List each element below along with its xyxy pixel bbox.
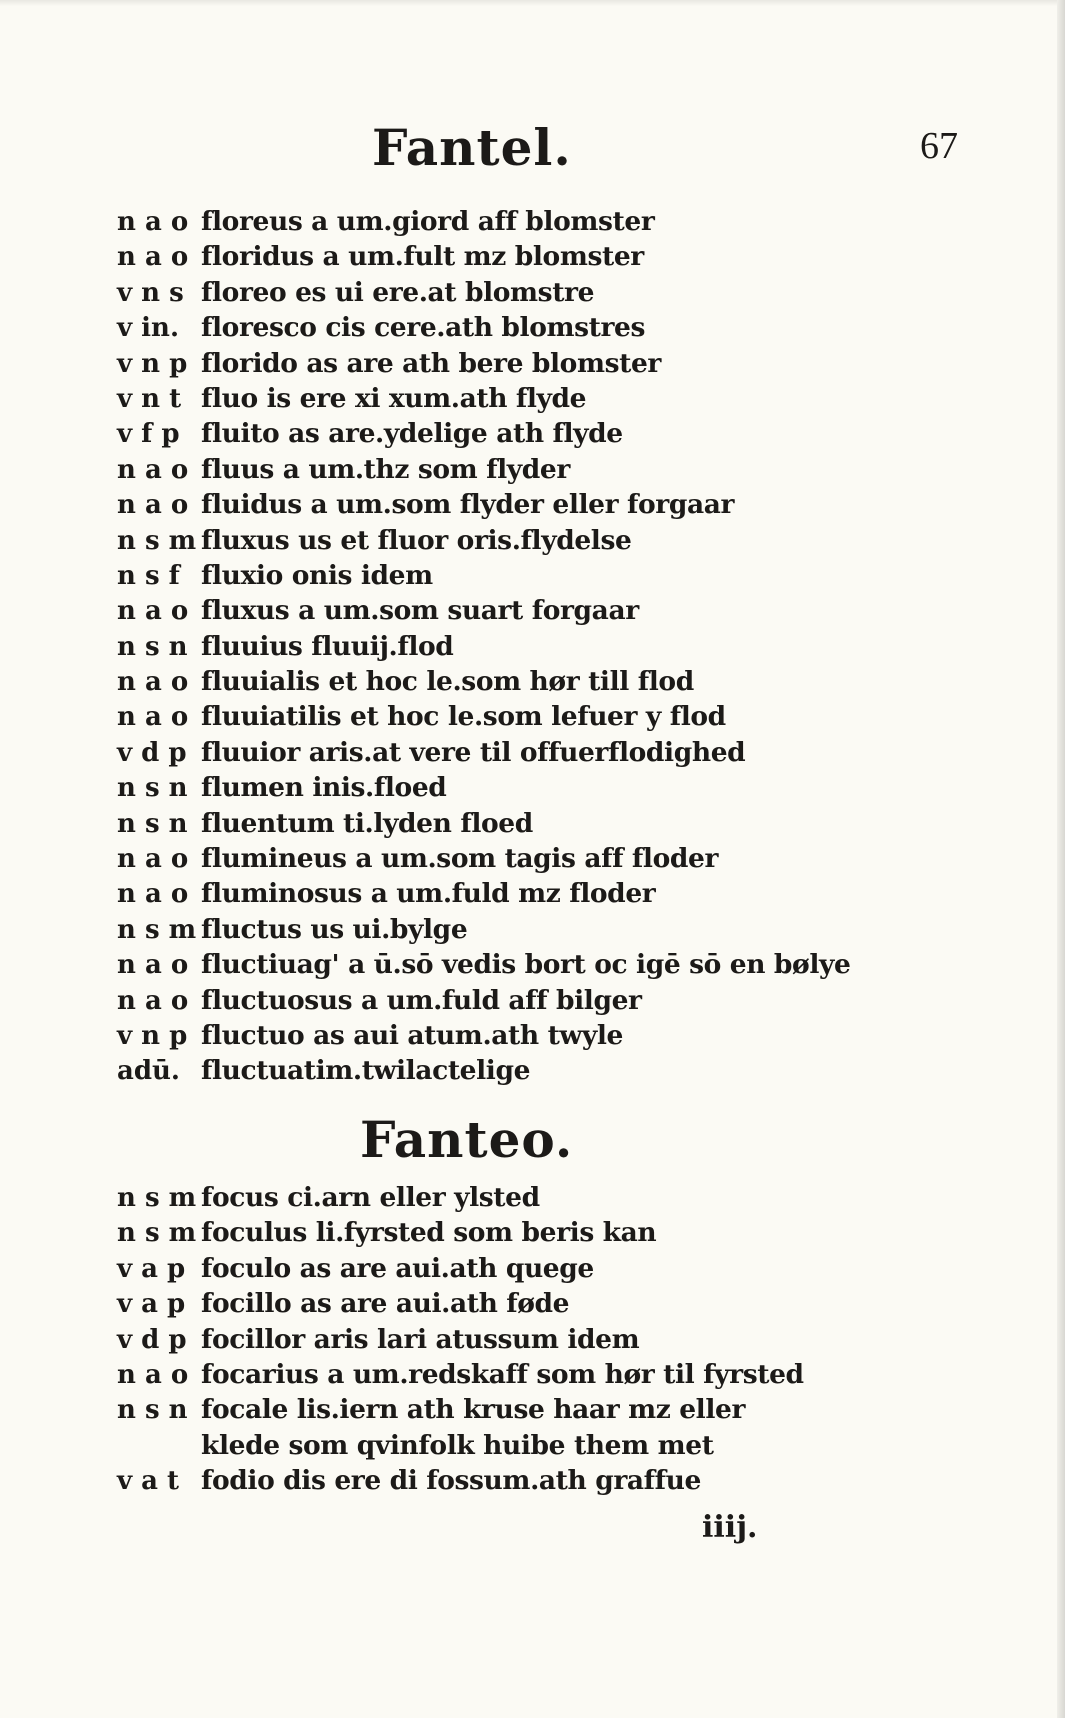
entry-text: klede som qvinfolk huibe them met xyxy=(201,1429,714,1461)
entry-text: fluentum ti.lyden floed xyxy=(201,807,533,839)
entry-row xyxy=(117,985,937,1020)
entry-row xyxy=(117,878,937,913)
grammar-tag: v n p xyxy=(117,1020,188,1051)
entry-row xyxy=(117,1182,937,1217)
entry-row xyxy=(117,737,937,772)
entry-text: foculo as are aui.ath quege xyxy=(201,1252,594,1284)
entry-row xyxy=(117,1465,937,1500)
entry-row xyxy=(117,489,937,524)
entry-text: fluuiatilis et hoc le.som lefuer y flod xyxy=(201,701,726,733)
entry-text: focus ci.arn eller ylsted xyxy=(201,1182,540,1213)
entry-row xyxy=(117,1288,937,1323)
entry-row xyxy=(117,1217,937,1252)
entry-text: focarius a um.redskaff som hør til fyrsted xyxy=(201,1358,804,1390)
grammar-tag: n a o xyxy=(117,454,189,485)
entry-row xyxy=(117,525,937,560)
entry-text: fluxus a um.som suart forgaar xyxy=(201,595,639,627)
entry-text: fluxio onis idem xyxy=(201,559,433,591)
entry-text: fluctus us ui.bylge xyxy=(201,913,468,945)
grammar-tag: n a o xyxy=(117,702,189,733)
entry-text: fluctuo as aui atum.ath twyle xyxy=(201,1019,623,1051)
entry-text: fodio dis ere di fossum.ath graffue xyxy=(201,1465,701,1497)
entry-text: fluctiuag' a ū.sō vedis bort oc igē sō en bølye xyxy=(201,949,851,981)
grammar-tag: v n p xyxy=(117,348,188,379)
entry-row xyxy=(117,1394,937,1429)
entry-row xyxy=(117,348,937,383)
grammar-tag: v f p xyxy=(117,419,180,450)
grammar-tag: n s m xyxy=(117,1218,197,1249)
entry-text: fluuialis et hoc le.som hør till flod xyxy=(201,666,694,698)
grammar-tag: n a o xyxy=(117,950,189,981)
entry-row xyxy=(117,383,937,418)
entry-row xyxy=(117,454,937,489)
running-head: Fantel. xyxy=(372,118,572,177)
entry-row xyxy=(117,631,937,666)
entry-text: floridus a um.fult mz blomster xyxy=(201,241,644,273)
entry-list-1 xyxy=(117,206,937,1091)
entry-text: fluuior aris.at vere til offuerflodighed xyxy=(201,736,746,768)
entry-row xyxy=(117,1324,937,1359)
entry-row xyxy=(117,277,937,312)
entry-text: florido as are ath bere blomster xyxy=(201,347,661,379)
entry-text: fluctuosus a um.fuld aff bilger xyxy=(201,984,642,1016)
entry-text: fluuius fluuij.flod xyxy=(201,630,454,662)
entry-text: floresco cis cere.ath blomstres xyxy=(201,312,646,344)
catchword: iiij. xyxy=(702,1510,758,1545)
entry-row xyxy=(117,595,937,630)
grammar-tag: n s f xyxy=(117,560,180,591)
grammar-tag: n s m xyxy=(117,525,197,556)
grammar-tag: n s n xyxy=(117,773,188,804)
grammar-tag: v d p xyxy=(117,1324,187,1355)
grammar-tag: n a o xyxy=(117,844,189,875)
entry-text: fluo is ere xi xum.ath flyde xyxy=(201,382,587,414)
grammar-tag: n a o xyxy=(117,985,189,1016)
entry-text: foculus li.fyrsted som beris kan xyxy=(201,1217,657,1249)
entry-row xyxy=(117,1359,937,1394)
entry-row xyxy=(117,241,937,276)
entry-row xyxy=(117,1020,937,1055)
grammar-tag: n a o xyxy=(117,490,189,521)
entry-row xyxy=(117,701,937,736)
entry-row xyxy=(117,843,937,878)
entry-text: fluito as are.ydelige ath flyde xyxy=(201,418,623,450)
grammar-tag: v n t xyxy=(117,383,182,414)
grammar-tag: n s m xyxy=(117,914,197,945)
grammar-tag: v a p xyxy=(117,1289,186,1320)
entry-text: fluminosus a um.fuld mz floder xyxy=(201,878,656,910)
entry-row xyxy=(117,666,937,701)
grammar-tag: n a o xyxy=(117,207,189,237)
entry-row xyxy=(117,808,937,843)
grammar-tag: v in. xyxy=(117,313,179,344)
entry-text: floreus a um.giord aff blomster xyxy=(201,206,655,237)
entry-text: focillor aris lari atussum idem xyxy=(201,1323,640,1355)
grammar-tag: n a o xyxy=(117,1359,189,1390)
grammar-tag: adū. xyxy=(117,1056,180,1087)
grammar-tag: n s n xyxy=(117,1395,188,1426)
entry-text: floreo es ui ere.at blomstre xyxy=(201,276,595,308)
grammar-tag: n s n xyxy=(117,631,188,662)
grammar-tag: v a t xyxy=(117,1466,180,1497)
section-heading: Fanteo. xyxy=(360,1110,574,1169)
entry-row xyxy=(117,914,937,949)
grammar-tag: n a o xyxy=(117,242,189,273)
page-number: 67 xyxy=(920,125,958,167)
page-edge-right xyxy=(1057,0,1065,1718)
entry-row xyxy=(117,206,937,241)
page-edge-top xyxy=(0,0,1065,6)
entry-row xyxy=(117,560,937,595)
grammar-tag: n a o xyxy=(117,667,189,698)
entry-row xyxy=(117,949,937,984)
entry-row xyxy=(117,312,937,347)
grammar-tag: n a o xyxy=(117,596,189,627)
entry-text: fluus a um.thz som flyder xyxy=(201,453,570,485)
grammar-tag: v n s xyxy=(117,277,184,308)
grammar-tag: n s n xyxy=(117,808,188,839)
grammar-tag: v d p xyxy=(117,737,187,768)
entry-row xyxy=(117,1253,937,1288)
entry-text: flumen inis.floed xyxy=(201,772,447,804)
grammar-tag: n s m xyxy=(117,1183,197,1213)
entry-text: focillo as are aui.ath føde xyxy=(201,1288,570,1320)
entry-row xyxy=(117,418,937,453)
entry-text: flumineus a um.som tagis aff floder xyxy=(201,843,719,875)
grammar-tag: n a o xyxy=(117,879,189,910)
entry-row xyxy=(117,772,937,807)
entry-row-continuation xyxy=(117,1430,937,1465)
entry-text: focale lis.iern ath kruse haar mz eller xyxy=(201,1394,746,1426)
entry-row xyxy=(117,1055,937,1090)
entry-text: fluctuatim.twilactelige xyxy=(201,1055,531,1087)
entry-list-2 xyxy=(117,1182,937,1501)
grammar-tag: v a p xyxy=(117,1253,186,1284)
entry-text: fluxus us et fluor oris.flydelse xyxy=(201,524,632,556)
entry-text: fluidus a um.som flyder eller forgaar xyxy=(201,489,735,521)
